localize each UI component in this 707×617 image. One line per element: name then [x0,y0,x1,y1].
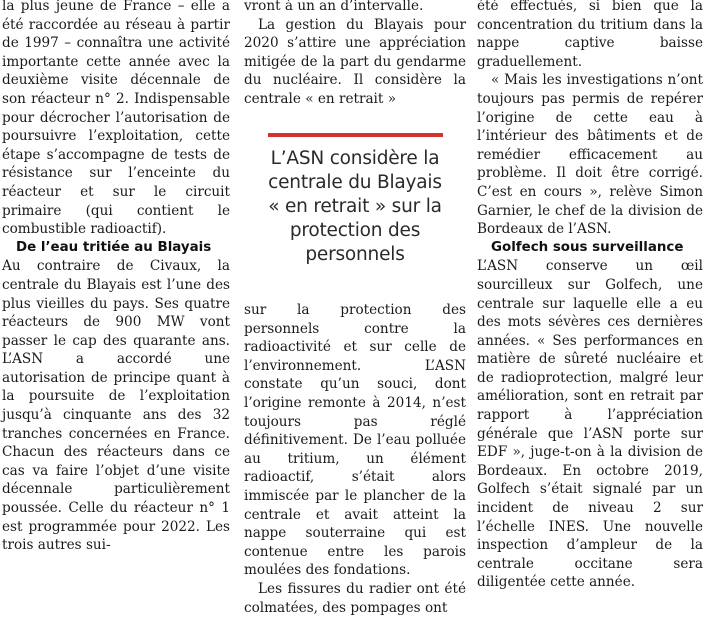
subheading-blayais-tritium: De l’eau tritiée au Blayais [16,239,212,255]
paragraph-gestion-blayais: La gestion du Blayais pour 2020 s’attire une appréciation mitigée de la part du gendarme du nucléaire. Il considère la centrale « en retrait » [244,16,466,107]
column-2-lower-block [244,301,466,617]
paragraph-interval: vront à un an d’intervalle. [244,0,424,14]
paragraph-tritium-concentration: été effectués, si bien que la concentration du tritium dans la nappe captive baisse graduellement. [477,0,703,70]
paragraph-golfech: L’ASN conserve un œil sourcilleux sur Golfech, une centrale sur laquelle elle a eu des mots sévères ces dernières années. « Ses performances en matière de sûreté nucléaire et de radioprotection, malgré leur amélioration, sont en retrait par rapport à l’appréciation générale que l’ASN porte sur EDF », juge-t-on à la division de Bordeaux. En octobre 2019, Golfech s’était signalé par un incident de niveau 2 sur l’échelle INES. Une nouvelle inspection d’ampleur de la centrale occitane sera diligentée cette année. [477,258,703,591]
article-column-3 [477,0,703,592]
paragraph-investigations-quote: « Mais les investigations n’ont toujours pas permis de repérer l’origine de cette eau à l’intérieur des bâtiments et de remédier efficacement au problème. Il doit être corrigé. C’est en cours », relève Simon Garnier, le chef de la division de Bordeaux de l’ASN. [477,72,703,238]
subheading-golfech: Golfech sous surveillance [491,239,684,255]
paragraph-radioactivity: sur la protection des personnels contre la radioactivité et sur celle de l’environnement. L’ASN constate qu’un souci, dont l’origine remonte à 2014, n’est toujours pas réglé définitivement. De l’eau polluée au tritium, un élément radioactif, s’était alors immiscée par le plancher de la centrale et avait atteint la nappe souterraine qui est contenue entre les parois moulées des fondations. [244,302,466,579]
paragraph-fissures: Les fissures du radier ont été colmatées, des pompages ont [244,580,466,616]
paragraph-blayais-age: Au contraire de Civaux, la centrale du Blayais est l’une des plus vieilles du pays. Ses quatre réacteurs de 900 MW vont passer le cap des quarante ans. L’ASN a accordé une autorisation de principe quant à la poursuite de l’exploitation jusqu’à cinquante ans des 32 tranches concernées en France. Chacun des réacteurs dans ce cas va faire l’objet d’une visite décennale particulièrement poussée. Celle du réacteur n° 1 est programmée pour 2022. Les trois autres sui- [2,258,230,554]
pull-quote [265,133,445,267]
paragraph-civaux-visit: la plus jeune de France – elle a été raccordée au réseau à partir de 1997 – connaîtra une activité importante cette année avec la deuxième visite décennale de son réacteur n° 2. Indispensable pour décrocher l’autorisation de poursuivre l’exploitation, cette étape s’accompagne de tests de résistance sur l’enceinte du réacteur et sur le circuit primaire (qui contient le combustible radioactif). [2,0,230,238]
pull-quote-red-rule [268,133,443,137]
pull-quote-text: L’ASN considère la centrale du Blayais « en retrait » sur la protection des personnels [268,148,442,265]
article-column-1 [2,0,230,555]
